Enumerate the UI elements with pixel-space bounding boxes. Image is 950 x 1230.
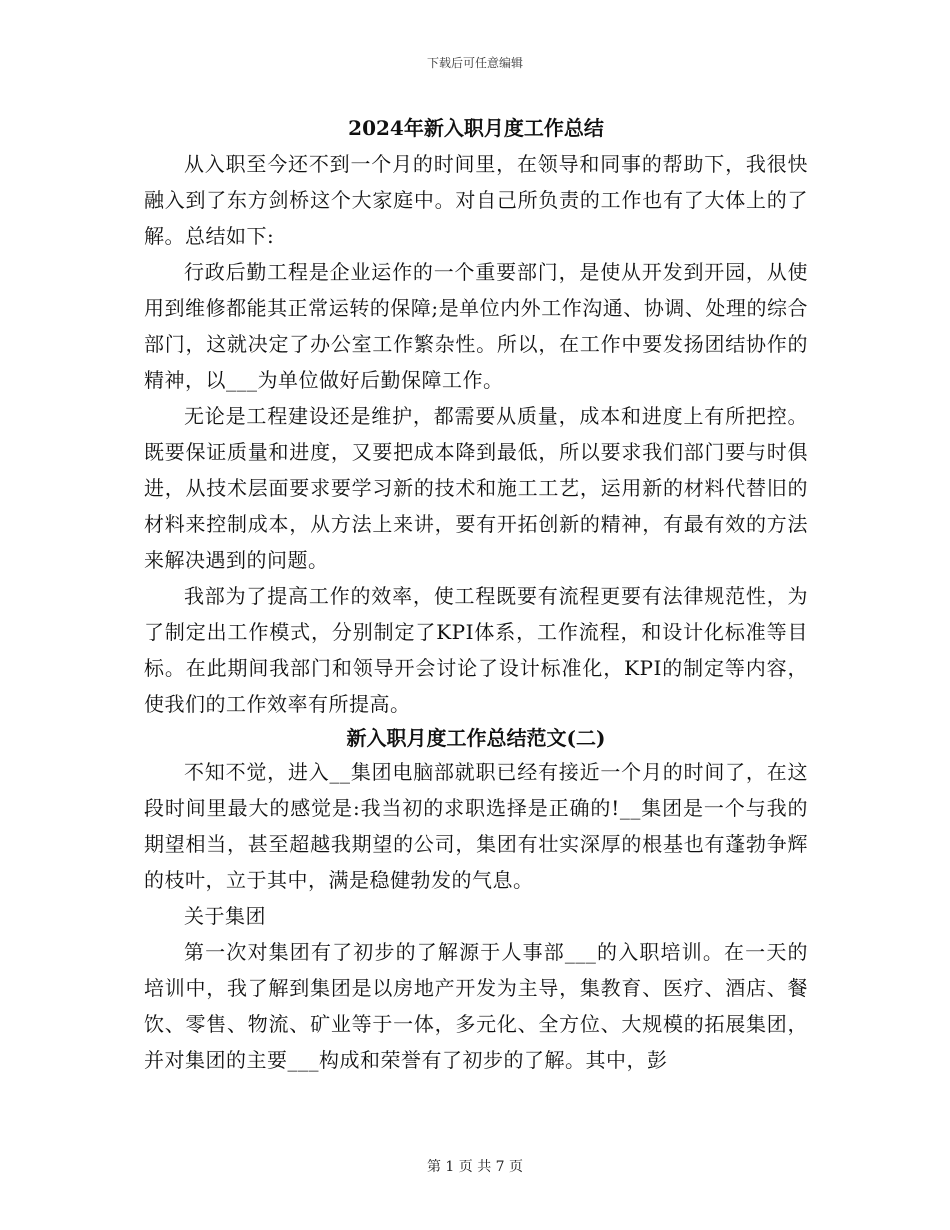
paragraph: 第一次对集团有了初步的了解源于人事部___的入职培训。在一天的培训中，我了解到集团是以房地产开发为主导，集教育、医疗、酒店、餐饮、零售、物流、矿业等于一体，多元化、全方位、大规模的拓展集团，并对集团的主要___构成和荣誉有了初步的了解。其中，彭 [144,940,808,1072]
paragraph: 行政后勤工程是企业运作的一个重要部门，是使从开发到开园，从使用到维修都能其正常运转的保障;是单位内外工作沟通、协调、处理的综合部门，这就决定了办公室工作繁杂性。所以，在工作中要发扬团结协作的精神，以___为单位做好后勤保障工作。 [144,260,808,392]
document-title: 2024年新入职月度工作总结 [348,116,604,140]
section-title: 新入职月度工作总结范文(二) [346,726,606,750]
paragraph: 不知不觉，进入__集团电脑部就职已经有接近一个月的时间了，在这段时间里最大的感觉是:我当初的求职选择是正确的!__集团是一个与我的期望相当，甚至超越我期望的公司，集团有壮实深厚的根基也有蓬勃争辉的枝叶，立于其中，满是稳健勃发的气息。 [144,760,808,892]
header-note: 下载后可任意编辑 [426,56,523,70]
document-body [144,116,808,1078]
page-number: 第 1 页 共 7 页 [426,1159,524,1175]
paragraph: 我部为了提高工作的效率，使工程既要有流程更要有法律规范性，为了制定出工作模式，分别制定了KPI体系，工作流程，和设计化标准等目标。在此期间我部门和领导开会讨论了设计标准化，KPI的制定等内容，使我们的工作效率有所提高。 [144,584,808,716]
section-heading-paragraph: 关于集团 [184,904,266,928]
paragraph: 无论是工程建设还是维护，都需要从质量，成本和进度上有所把控。既要保证质量和进度，又要把成本降到最低，所以要求我们部门要与时俱进，从技术层面要求要学习新的技术和施工工艺，运用新的材料代替旧的材料来控制成本，从方法上来讲，要有开拓创新的精神，有最有效的方法来解决遇到的问题。 [144,404,808,572]
paragraph: 从入职至今还不到一个月的时间里，在领导和同事的帮助下，我很快融入到了东方剑桥这个大家庭中。对自己所负责的工作也有了大体上的了解。总结如下: [144,152,808,248]
